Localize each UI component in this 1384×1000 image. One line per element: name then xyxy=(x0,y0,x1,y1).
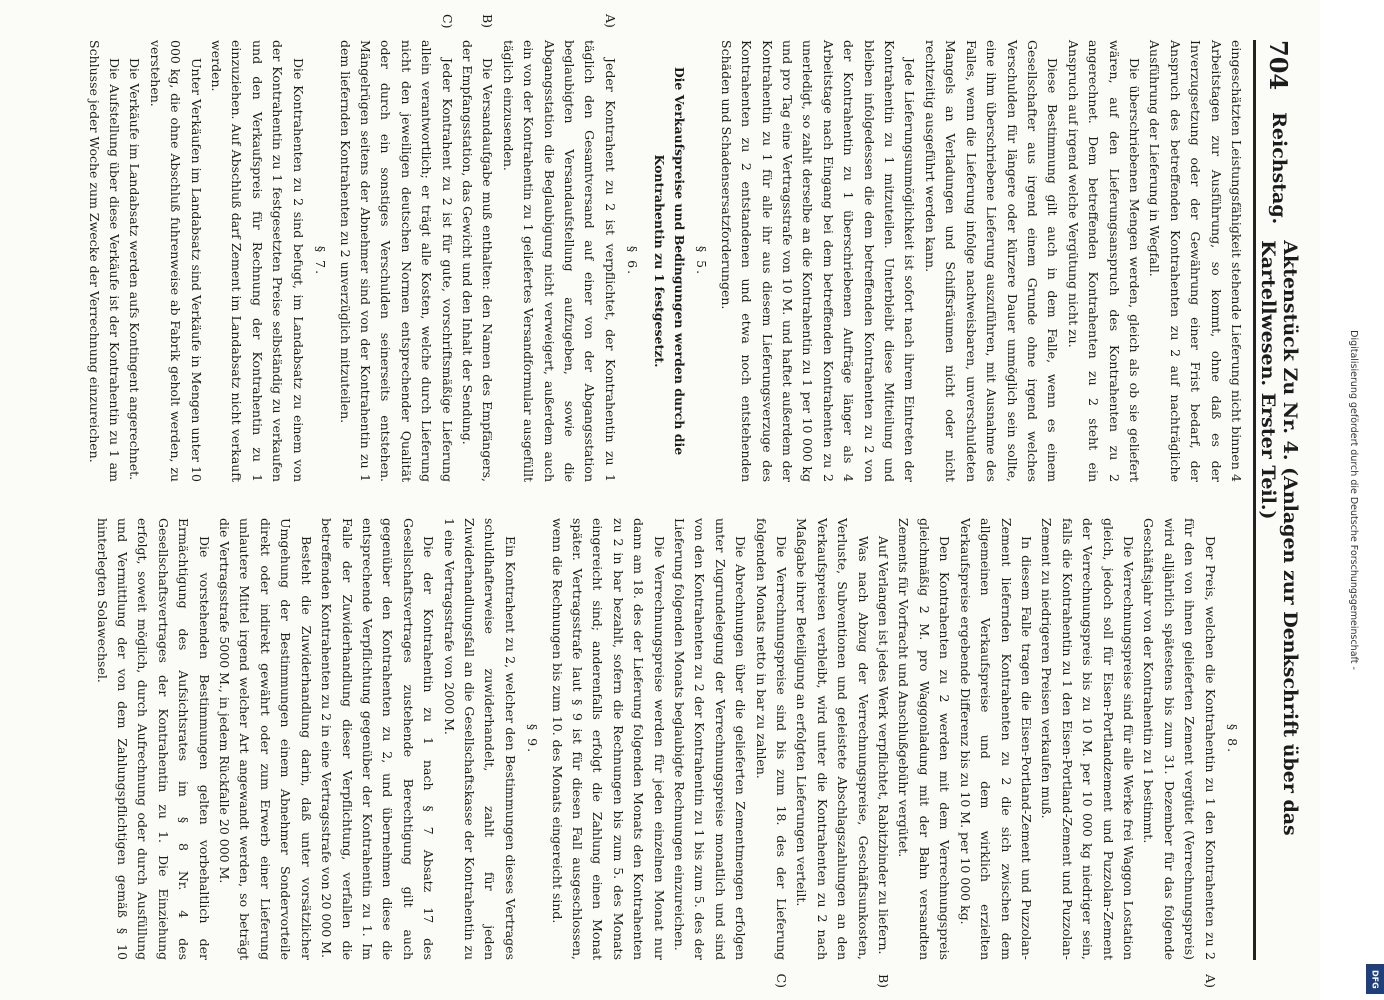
paragraph: Was nach Abzug der Verrechnungspreise, Geschäftsunkosten, Verluste, Subventionen und geleistete Abschlagszahlungen an den Verkaufspreisen verbleibt, wird unter die Kontrahenten zu 2 nach Maßgabe ihrer Beteiligung an erfolgten Lieferungen verteilt. xyxy=(794,518,871,960)
paragraph xyxy=(497,14,619,482)
header-source: Reichstag. xyxy=(1268,112,1290,225)
margin-marker: A) xyxy=(602,14,618,28)
margin-marker: C) xyxy=(439,14,455,29)
section-number: § 9. xyxy=(525,723,541,755)
paragraph xyxy=(1138,518,1220,988)
paragraph: In diesem Falle tragen die Eisen-Portland-Zement und Puzzolan-Zement liefernden Kontrahenten zu 2 die sich zwischen dem allgemeinen Verkaufspreise und dem wirklich erzielten Verkaufspreise ergebende Differenz bis zu 10 M. per 10 000 kg. xyxy=(957,518,1034,960)
dfg-logo: DFG xyxy=(1366,964,1384,994)
digitization-footer: Digitalisierung gefördert durch die Deutsche Forschungsgemeinschaft - xyxy=(1348,330,1360,670)
paragraph-text: Jeder Kontrahent zu 2 ist verpflichtet, der Kontrahentin zu 1 täglich den Gesamtversand auf einer von der Abgangsstation beglaubigten Versandaufstellung aufzugeben, sowie die Abgangsstation die Beglaubigung nicht verweigert, außerdem auch ein von der Kontrahentin zu 1 geliefertes Versandformular ausgefüllt täglich einzusenden. xyxy=(500,40,618,482)
paragraph: Die der Kontrahentin zu 1 nach § 7 Absatz 17 des Gesellschaftsvertrages zustehende Berechtigung gilt auch gegenüber den Kontrahenten zu 2, und übernehmen diese die entsprechende Verpflichtung gegenüber der Kontrahentin zu 1. Im Falle der Zuwiderhandlung dieser Verpflichtung, verfallen die betreffenden Kontrahenten zu 2 in eine Vertragsstrafe von 20 000 M. xyxy=(319,518,437,960)
paragraph: Die Aufstellung über diese Verkäufe ist der Kontrahentin zu 1 am Schlusse jeder Woche zum Zwecke der Verrechnung einzureichen. xyxy=(86,40,123,482)
paragraph xyxy=(334,14,456,482)
paragraph: Jede Lieferungsunmöglichkeit ist sofort nach ihrem Eintreten der Kontrahentin zu 1 mitzuteilen. Unterbleibt diese Mitteilung und bleiben infolgedessen die dem betreffenden Kontrahenten zu 2 von der Kontrahentin zu 1 überschriebenen Aufträge länger als 4 Arbeitstage nach Eingang bei dem betreffenden Kontrahenten zu 2 unerledigt, so zahlt derselbe an die Kontrahentin zu 1 per 10 000 kg und pro Tag eine Vertragsstrafe von 10 M. und haftet außerdem der Kontrahentin zu 1 für alle ihr aus diesem Lieferungsverzuge des Kontrahenten zu 2 entstandenen und etwa noch entstehenden Schäden und Schadensersatzforderungen. xyxy=(718,40,918,482)
paragraph: Die vorstehenden Bestimmungen gelten vorbehaltlich der Ermächtigung des Aufsichtsrates im § 8 Nr. 4 des Gesellschaftsvertrages der Kontrahentin zu 1. Die Einziehung erfolgt, soweit möglich, durch Aufrechnung oder durch Ausfüllung und Vermittlung der von dem Zahlungspflichtigen gemäß § 10 hinterlegten Solawechsel. xyxy=(94,518,212,960)
margin-marker: A) xyxy=(1202,974,1218,988)
section-heading: Die Verkaufspreise und Bedingungen werden durch die Kontrahentin zu 1 festgesetzt. xyxy=(651,66,688,456)
page-header xyxy=(1253,40,1302,960)
section-number: § 8. xyxy=(1225,723,1240,755)
paragraph: Die Verkäufe im Landabsatz werden aufs Kontingent angerechnet. xyxy=(127,58,143,481)
paragraph xyxy=(750,518,791,988)
left-column xyxy=(20,14,1246,482)
section-number: § 6. xyxy=(625,245,641,277)
paragraph-text: Jeder Kontrahent zu 2 ist für gute, vorschriftsmäßige Lieferung allein verantwortlich; er trägt alle Kosten, welche durch Lieferung nicht den jeweiligen deutschen Normen entsprechender Qualität oder durch ein sonstiges Verschulden seinerseits entstehen. Mängelrügen seitens der Abnehmer sind von der Kontrahentin zu 1 dem liefernden Kontrahenten zu 2 unverzüglich mitzuteilen. xyxy=(337,40,455,482)
paragraph-text: Auf Verlangen ist jedes Werk verpflichtet, Rabitzbinder zu liefern. xyxy=(876,536,892,955)
paragraph-text: Die Verrechnungspreise sind bis zum 18. des der Lieferung folgenden Monats netto in bar zu zahlen. xyxy=(753,518,790,960)
paragraph: Ein Kontrahent zu 2, welcher den Bestimmungen dieses Vertrages schuldhafterweise zuwiderhandelt, zahlt für jeden Zuwiderhandlungsfall an die Gesellschaftskasse der Kontrahentin zu 1 eine Vertragsstrafe von 2000 M. xyxy=(441,518,518,960)
page-number: 704 xyxy=(1264,40,1294,91)
margin-marker: B) xyxy=(480,14,496,29)
paragraph-text: Die Versandaufgabe muß enthalten: den Namen des Empfängers, der Empfangsstation, das Gewicht und den Inhalt der Sendung. xyxy=(459,40,496,482)
paragraph: Besteht die Zuwiderhandlung darin, daß unter vorsätzlicher Umgehung der Bestimmungen einem Abnehmer Sondervorteile direkt oder indirekt gewährt oder zum Erwerb einer Lieferung unlautere Mittel irgend welcher Art angewandt werden, so beträgt die Vertragsstrafe 5000 M., in jedem Rückfalle 20 000 M. xyxy=(217,518,314,960)
paragraph: Diese Bestimmung gilt auch in dem Falle, wenn es einem Gesellschafter aus irgend einem Grunde ohne irgend welches Verschulden für längere oder kürzere Dauer unmöglich sein sollte, eine ihm überschriebene Lieferung auszuführen, mit Ausnahme des Falles, wenn die Lieferung infolge nachweisbaren, unverschuldeten Mangels an Verladungen und Schiffsräumen nicht oder nicht rechtzeitig ausgeführt werden kann. xyxy=(922,40,1061,482)
paragraph: Die Verrechnungspreise werden für jeden einzelnen Monat nur dann am 18. des der Lieferung folgenden Monats den Kontrahenten zu 2 in bar bezahlt, sofern die Rechnungen bis zum 5. des Monats eingereicht sind; anderenfalls erfolgt die Zahlung einen Monat später. Vertragsstrafe laut § 9 ist für diesen Fall ausgeschlossen, wenn die Rechnungen bis zum 10. des Monats eingereicht sind. xyxy=(549,518,667,960)
margin-marker: B) xyxy=(876,973,892,988)
paragraph: Den Kontrahenten zu 2 werden mit dem Verrechnungspreis gleichmäßig 2 M. pro Waggonladung mit der Bahn versandten Zements für Vorfracht und Anschlußgebühr vergütet. xyxy=(896,518,953,960)
header-title: Aktenstück Zu Nr. 4. (Anlagen zur Denkschrift über das Kartellwesen. Erster Teil.) xyxy=(1257,240,1301,836)
paragraph: eingeschätzten Leistungsfähigkeit stehende Lieferung nicht binnen 4 Arbeitstagen zur Ausführung, so kommt, ohne daß es der Inverzugsetzung oder der Gewährung einer Frist bedarf, der Anspruch des betreffenden Kontrahenten zu 2 auf nachträgliche Ausführung der Lieferung in Wegfall. xyxy=(1147,40,1244,482)
paragraph xyxy=(873,518,893,988)
paragraph: Die Kontrahenten zu 2 sind befugt, im Landabsatz zu einem von der Kontrahentin zu 1 festgesetzten Preise selbständig zu verkaufen und den Verkaufspreis für Rechnung der Kontrahentin zu 1 einzuziehen. Auf Abschluß darf Zement im Landabsatz nicht verkauft werden. xyxy=(209,40,306,482)
paragraph: Die Verrechnungspreise sind für alle Werke frei Waggon Lostation gleich, jedoch soll für Eisen-Portlandzement und Puzzolan-Zement der Verrechnungspreis bis zu 10 M. per 10 000 kg niedriger sein, falls die Kontrahentin zu 1 den Eisen-Portland-Zement und Puzzolan-Zement zu niedrigeren Preisen verkaufen muß. xyxy=(1039,518,1136,960)
paragraph: Die Abrechnungen über die gelieferten Zementmengen erfolgen unter Zugrundelegung der Verrechnungspreise monatlich und sind von den Kontrahenten zu 2 der Kontrahentin zu 1 bis zum 5. des der Lieferung folgenden Monats beglaubigte Rechnungen einzureichen. xyxy=(672,518,749,960)
paragraph xyxy=(457,14,498,482)
paragraph: Die überschriebenen Mengen werden, gleich als ob sie geliefert wären, auf den Lieferungsanspruch des Kontrahenten zu 2 angerechnet. Dem betreffenden Kontrahenten zu 2 steht ein Anspruch auf irgend welche Vergütung nicht zu. xyxy=(1065,40,1142,482)
section-number: § 5. xyxy=(694,245,710,277)
margin-marker: C) xyxy=(774,973,790,988)
paragraph-text: Der Preis, welchen die Kontrahentin zu 1 den Kontrahenten zu 2 für den von ihnen gelieferten Zement vergütet (Verrechnungspreis) wird alljährlich spätestens bis zum 31. Dezember für das folgende Geschäftsjahr von der Kontrahentin zu 1 bestimmt. xyxy=(1141,518,1218,960)
paragraph: Unter Verkäufen im Landabsatz sind Verkäufe in Mengen unter 10 000 kg, die ohne Abschluß fuhrenweise ab Fabrik geholt werden, zu verstehen. xyxy=(147,40,204,482)
right-column xyxy=(20,518,1246,988)
section-number: § 7. xyxy=(313,245,329,277)
